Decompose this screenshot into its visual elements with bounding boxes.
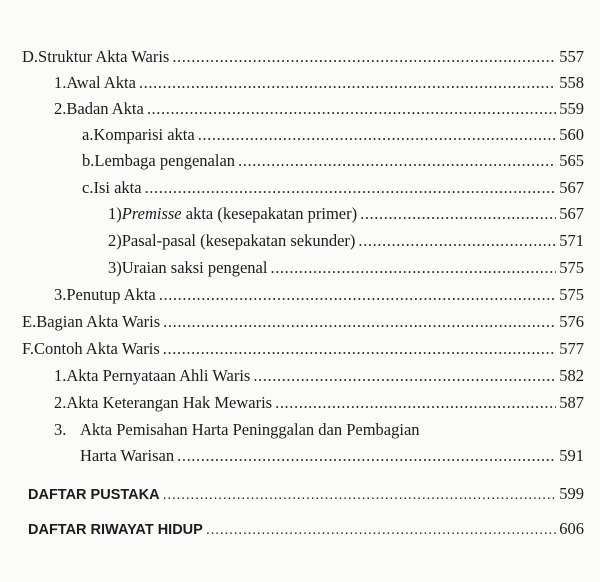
- toc-page-number: 591: [559, 446, 584, 465]
- toc-leader-dots: [139, 73, 556, 93]
- toc-marker: 2): [108, 231, 122, 250]
- toc-entry-f: [22, 339, 584, 359]
- toc-entry-d2b: [82, 151, 584, 171]
- toc-title: Komparisi akta: [93, 125, 195, 144]
- toc-marker: 3): [108, 258, 122, 277]
- toc-entry-daftar-pustaka: [28, 484, 584, 505]
- toc-leader-dots: [360, 204, 556, 224]
- toc-entry-f3-continued: [80, 446, 584, 466]
- toc-marker: F.: [22, 339, 34, 358]
- toc-leader-dots: [147, 99, 556, 119]
- toc-page-number: 560: [559, 125, 584, 144]
- toc-page-number: 575: [559, 258, 584, 277]
- toc-entry-d1: [54, 73, 584, 93]
- toc-title: Isi akta: [93, 178, 142, 197]
- toc-marker: 3.: [54, 285, 67, 304]
- toc-marker: 1): [108, 204, 122, 223]
- toc-leader-dots: [163, 312, 556, 332]
- toc-entry-d2: [54, 99, 584, 119]
- toc-page-number: 606: [559, 519, 584, 538]
- toc-marker: c.: [82, 178, 94, 197]
- toc-title: [122, 204, 357, 224]
- toc-page-number: 599: [559, 484, 584, 503]
- toc-entry-d3: [54, 285, 584, 305]
- toc-title-italic: Premisse: [121, 204, 182, 223]
- toc-leader-dots: [163, 485, 557, 505]
- toc-page-number: 558: [559, 73, 584, 92]
- toc-leader-dots: [358, 231, 556, 251]
- toc-page-number: 567: [559, 204, 584, 223]
- toc-entry-f2: [54, 393, 584, 413]
- toc-title: Penutup Akta: [66, 285, 156, 304]
- toc-title: Contoh Akta Waris: [33, 339, 160, 358]
- toc-page-number: 567: [559, 178, 584, 197]
- toc-marker: 2.: [54, 99, 67, 118]
- toc-entry-e: [22, 312, 584, 332]
- toc-marker: 1.: [54, 73, 67, 92]
- toc-page-number: 571: [559, 231, 584, 250]
- toc-page-number: 557: [559, 47, 584, 66]
- toc-page-number: 576: [559, 312, 584, 331]
- toc-marker: E.: [22, 312, 37, 331]
- toc-entry-d2c1: [108, 204, 584, 224]
- toc-title: Uraian saksi pengenal: [121, 258, 268, 277]
- toc-title: DAFTAR PUSTAKA: [28, 487, 160, 503]
- toc-entry-d: [22, 47, 584, 67]
- toc-title-line2: Harta Warisan: [80, 446, 175, 465]
- toc-title: Akta Keterangan Hak Mewaris: [66, 393, 273, 412]
- toc-page-number: 587: [559, 393, 584, 412]
- toc-leader-dots: [145, 178, 557, 198]
- toc-page-number: 582: [559, 366, 584, 385]
- toc-title: Bagian Akta Waris: [36, 312, 161, 331]
- toc-leader-dots: [270, 258, 556, 278]
- toc-marker: 1.: [54, 366, 67, 385]
- toc-title: Akta Pernyataan Ahli Waris: [66, 366, 251, 385]
- toc-marker: b.: [82, 151, 95, 170]
- toc-entry-f1: [54, 366, 584, 386]
- toc-title-rest: akta (kesepakatan primer): [181, 204, 358, 223]
- toc-marker: D.: [22, 47, 39, 66]
- toc-leader-dots: [163, 339, 556, 359]
- toc-entry-f3: [54, 420, 584, 440]
- toc-leader-dots: [275, 393, 556, 413]
- toc-title-line1: Akta Pemisahan Harta Peninggalan dan Pembagian: [80, 420, 420, 439]
- toc-leader-dots: [159, 285, 557, 305]
- toc-title: Badan Akta: [66, 99, 144, 118]
- toc-entry-daftar-riwayat-hidup: [28, 519, 584, 540]
- toc-marker: a.: [82, 125, 94, 144]
- toc-leader-dots: [177, 446, 556, 466]
- toc-title: Lembaga pengenalan: [94, 151, 236, 170]
- toc-page-number: 575: [559, 285, 584, 304]
- toc-entry-d2c2: [108, 231, 584, 251]
- toc-title: Awal Akta: [66, 73, 136, 92]
- toc-leader-dots: [253, 366, 556, 386]
- toc-title: DAFTAR RIWAYAT HIDUP: [28, 522, 203, 538]
- toc-leader-dots: [198, 125, 557, 145]
- toc-entry-d2a: [82, 125, 584, 145]
- toc-page-number: 565: [559, 151, 584, 170]
- toc-marker: 3.: [54, 420, 67, 439]
- toc-entry-d2c3: [108, 258, 584, 278]
- toc-title: Pasal-pasal (kesepakatan sekunder): [121, 231, 356, 250]
- toc-title: Struktur Akta Waris: [38, 47, 170, 66]
- toc-leader-dots: [206, 520, 556, 540]
- toc-page-number: 577: [559, 339, 584, 358]
- toc-entry-d2c: [82, 178, 584, 198]
- toc-leader-dots: [238, 151, 556, 171]
- toc-marker: 2.: [54, 393, 67, 412]
- toc-leader-dots: [172, 47, 556, 67]
- toc-page-number: 559: [559, 99, 584, 118]
